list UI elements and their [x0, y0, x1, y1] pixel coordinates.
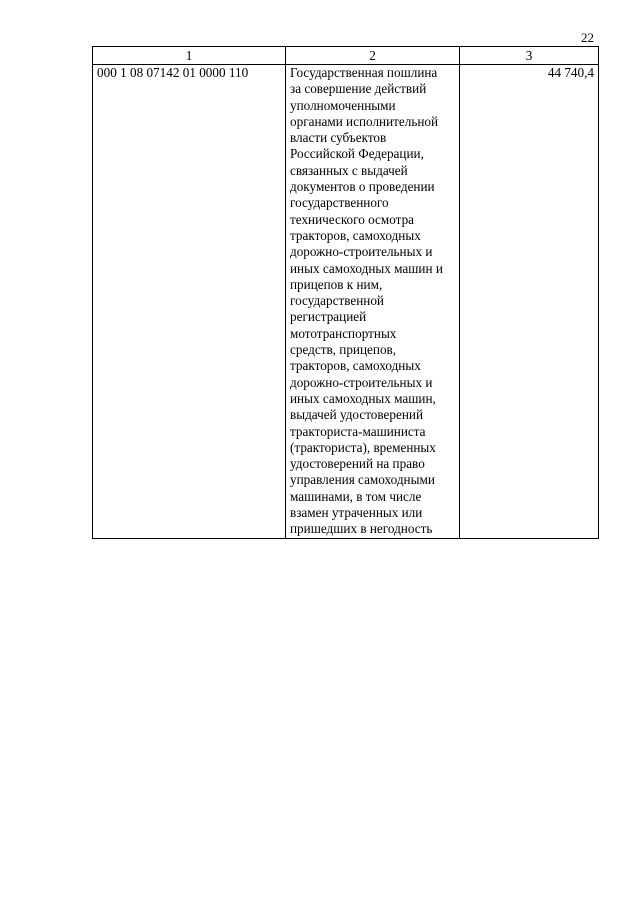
income-name-line: уполномоченными [290, 97, 396, 113]
income-name-line: органами исполнительной [290, 113, 439, 129]
income-name-line: управления самоходными [290, 472, 435, 488]
income-name-line: тракторов, самоходных [290, 358, 421, 374]
income-name-line: Государственная пошлина [290, 65, 438, 80]
column-header-2: 2 [286, 47, 460, 65]
income-name-line: дорожно-строительных и [290, 374, 433, 390]
income-name-line: связанных с выдачей [290, 162, 408, 178]
income-name-line: государственной [290, 293, 384, 309]
income-name-line: Российской Федерации, [290, 146, 424, 162]
income-name-line: технического осмотра [290, 211, 415, 227]
budget-table [92, 46, 599, 539]
income-name-line: государственного [290, 195, 389, 211]
income-name-line: (тракториста), временных [290, 439, 436, 455]
income-name-line: дорожно-строительных и [290, 244, 433, 260]
budget-code-cell: 000 1 08 07142 01 0000 110 [93, 65, 286, 539]
income-name-line: тракторов, самоходных [290, 227, 421, 243]
page-number: 22 [581, 30, 594, 45]
income-name-line: иных самоходных машин и [290, 260, 443, 276]
table-header-row [93, 47, 599, 65]
income-name-line: мототранспортных [290, 325, 397, 341]
income-name-line: средств, прицепов, [290, 342, 397, 358]
income-name-line: прицепов к ним, [290, 276, 383, 292]
income-name-line: тракториста-машиниста [290, 423, 426, 439]
income-name-line: машинами, в том числе [290, 488, 422, 504]
income-name-line: иных самоходных машин, [290, 390, 436, 406]
income-name-cell [286, 65, 460, 539]
income-name-line: за совершение действий [290, 81, 427, 97]
income-name-line: удостоверений на право [290, 456, 425, 472]
income-name-line: пришедших в негодность [290, 521, 433, 537]
column-header-3: 3 [460, 47, 599, 65]
income-name-line: взамен утраченных или [290, 505, 423, 521]
income-name-line: власти субъектов [290, 130, 387, 146]
table-row [93, 65, 599, 539]
income-name-line: документов о проведении [290, 179, 435, 195]
income-name-line: выдачей удостоверений [290, 407, 424, 423]
amount-cell: 44 740,4 [460, 65, 599, 539]
income-name-line: регистрацией [290, 309, 367, 325]
column-header-1: 1 [93, 47, 286, 65]
